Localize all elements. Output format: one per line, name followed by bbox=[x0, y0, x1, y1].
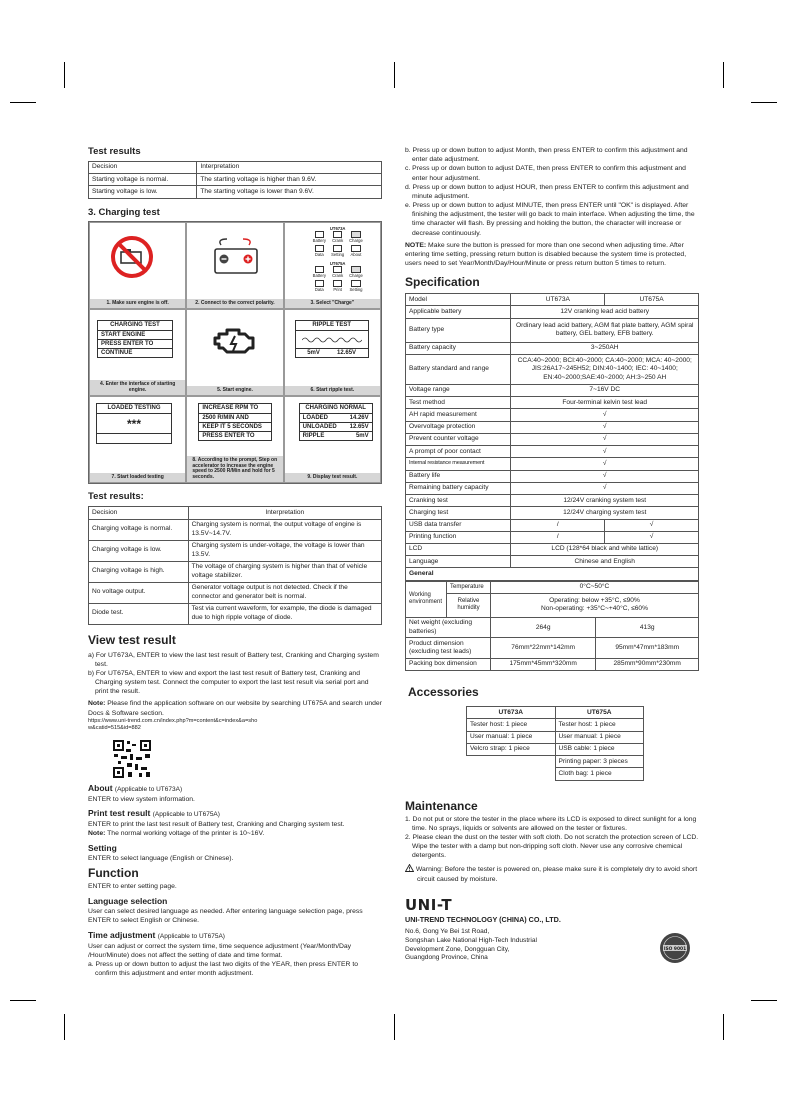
spec-value: √ bbox=[511, 433, 699, 445]
step-caption: 4. Enter the interface of starting engine. bbox=[90, 380, 185, 395]
maintenance-list bbox=[405, 815, 699, 861]
spec-table bbox=[405, 293, 699, 580]
time-note: NOTE: Make sure the button is pressed for more than one second when adjusting time. After entering time setting, pressing return button is disabled because the system time is protected, users need to set Year/Month/Day/Hour/Minute or press return button 5 times to return. bbox=[405, 241, 687, 268]
step-9 bbox=[284, 396, 381, 483]
ripple-v: 12.65V bbox=[337, 349, 357, 356]
spec-value: 12V cranking lead acid battery bbox=[511, 306, 699, 318]
ripple-mv: 5mV bbox=[307, 349, 320, 356]
spec-value: 12/24V charging system test bbox=[511, 507, 699, 519]
spec-label: Battery capacity bbox=[406, 342, 511, 354]
spec-value: 175mm*45mm*320mm bbox=[490, 658, 595, 670]
spec-label: Overvoltage protection bbox=[406, 421, 511, 433]
spec-label: Applicable battery bbox=[406, 306, 511, 318]
company-name: UNI-TREND TECHNOLOGY (CHINA) CO., LTD. bbox=[405, 915, 561, 925]
certification-seal-icon bbox=[659, 932, 691, 964]
crop-mark bbox=[394, 1014, 395, 1040]
table-cell: USB cable: 1 piece bbox=[555, 743, 644, 755]
spec-label: Working environment bbox=[406, 581, 447, 617]
spec-label: Language bbox=[406, 556, 511, 568]
wave-icon bbox=[302, 331, 362, 349]
function-title: Function bbox=[88, 866, 139, 881]
spec-label: Net weight (excluding batteries) bbox=[406, 617, 491, 637]
menu-item: Battery bbox=[311, 266, 328, 278]
table-cell: The starting voltage is lower than 9.6V. bbox=[197, 186, 382, 198]
spec-label: A prompt of poor contact bbox=[406, 446, 511, 458]
company-address: No.6, Gong Ye Bei 1st Road, Songshan Lake National High-Tech Industrial Development Zone, Dongguan City, Guangdong Province, China bbox=[405, 928, 537, 962]
table-cell: Charging system is normal, the output voltage of engine is 13.5V~14.7V. bbox=[188, 519, 381, 540]
menu-item: Crank bbox=[329, 266, 346, 278]
time-text: User can adjust or correct the system time, time sequence adjustment (Year/Month/Day /Hour/Minute) does not affect the setting of date and time format. bbox=[88, 942, 352, 959]
table-cell: The starting voltage is higher than 9.6V. bbox=[197, 174, 382, 186]
spec-value: UT673A bbox=[511, 294, 605, 306]
lcd-line: PRESS ENTER TO bbox=[202, 432, 255, 439]
lcd-line: PRESS ENTER TO bbox=[98, 340, 172, 349]
ripple-wave bbox=[296, 331, 368, 349]
spec-value: √ bbox=[511, 446, 699, 458]
menu-item: Data bbox=[311, 245, 328, 257]
about-text: ENTER to view system information. bbox=[88, 795, 195, 803]
spec-value: Four-terminal kelvin test lead bbox=[511, 397, 699, 409]
table-cell: Tester host: 1 piece bbox=[467, 719, 556, 731]
company-block bbox=[405, 896, 699, 966]
spec-label: Charging test bbox=[406, 507, 511, 519]
lcd-line: LOADED 14.26V bbox=[300, 414, 372, 423]
spec-value: √ bbox=[605, 519, 699, 531]
spec-label: Model bbox=[406, 294, 511, 306]
menu-screen-b bbox=[311, 266, 365, 292]
battery-polarity-icon bbox=[211, 237, 261, 277]
menu-item: Print bbox=[329, 280, 346, 292]
spec-value: 3~250AH bbox=[511, 342, 699, 354]
menu-item: About bbox=[347, 245, 364, 257]
table-cell: Tester host: 1 piece bbox=[555, 719, 644, 731]
step-caption: 8. According to the prompt, Step on accelerator to increase the engine speed to 2500 R/Min and hold for 5 seconds. bbox=[187, 456, 282, 482]
spec-value: CCA:40~2000; BCI:40~2000; CA:40~2000; MCA: 40~2000; JIS:26A17~245H52; DIN:40~1400; IEC: 40~1400; EN:40~2000;SAE:40~2000; AH:3~250 AH bbox=[511, 354, 699, 384]
crop-mark bbox=[723, 62, 724, 88]
spec-label: AH rapid measurement bbox=[406, 409, 511, 421]
lcd-line: KEEP IT 5 SECONDS bbox=[199, 423, 271, 432]
charging-test-title: 3. Charging test bbox=[88, 206, 160, 218]
crop-mark bbox=[394, 62, 395, 88]
spec-value: √ bbox=[511, 409, 699, 421]
spec-label: Temperature bbox=[447, 581, 491, 593]
step-caption: 6. Start ripple test. bbox=[285, 386, 380, 396]
lcd-line: RIPPLE TEST bbox=[296, 321, 368, 330]
table-cell: Cloth bag: 1 piece bbox=[555, 768, 644, 780]
spec-label: Cranking test bbox=[406, 495, 511, 507]
view-item: b) For UT675A, ENTER to view and export the last test result of Battery test, Cranking and Charging system test. Connect the computer to export the last test result via serial port and print the result. bbox=[88, 669, 369, 696]
engine-off-icon bbox=[110, 235, 154, 279]
charging-results-table bbox=[88, 506, 382, 624]
print-title: Print test result (Applicable to UT675A) bbox=[88, 808, 220, 819]
table-cell: No voltage output. bbox=[89, 582, 189, 603]
charging-steps-grid bbox=[88, 221, 382, 484]
table-cell: Test via current waveform, for example, the diode is damaged due to high ripple voltage of diode. bbox=[188, 603, 381, 624]
setting-text: ENTER to select language (English or Chinese). bbox=[88, 855, 234, 863]
language-title: Language selection bbox=[88, 895, 168, 906]
lcd-screen bbox=[299, 403, 373, 440]
right-column bbox=[405, 146, 699, 966]
table-header: UT675A bbox=[555, 707, 644, 719]
spec-section: General bbox=[406, 568, 699, 580]
step-caption: 9. Display test result. bbox=[285, 473, 380, 483]
lcd-screen bbox=[96, 403, 172, 443]
crop-mark bbox=[64, 62, 65, 88]
spec-value: / bbox=[511, 519, 605, 531]
menu-item: Setting bbox=[329, 245, 346, 257]
step-5 bbox=[186, 309, 283, 396]
table-header: UT673A bbox=[467, 707, 556, 719]
lcd-screen bbox=[97, 320, 173, 357]
model-label: UT675A bbox=[329, 261, 346, 267]
menu-item: Charge bbox=[347, 266, 364, 278]
list-item: 2. Please clean the dust on the tester with soft cloth. Do not scratch the protection screen of LCD. Wipe the tester with a damp but non-dripping soft cloth. Never use any corrosive chemical detergents. bbox=[405, 833, 699, 860]
lcd-line: UNLOADED 12.65V bbox=[300, 423, 372, 432]
list-item: d. Press up or down button to adjust HOUR, then press ENTER to confirm this adjustment and minute adjustment. bbox=[405, 183, 689, 200]
spec-label: Test method bbox=[406, 397, 511, 409]
lcd-line: START ENGINE bbox=[98, 331, 172, 340]
software-url: https://www.uni-trend.com.cn/index.php?m=content&c=index&a=show&catid=515&id=882 bbox=[88, 717, 258, 732]
step-8 bbox=[186, 396, 283, 483]
spec-label: Battery type bbox=[406, 318, 511, 342]
step-7 bbox=[89, 396, 186, 483]
function-text: ENTER to enter setting page. bbox=[88, 883, 177, 891]
table-header: Interpretation bbox=[197, 161, 382, 173]
table-cell: Charging voltage is high. bbox=[89, 561, 189, 582]
general-table bbox=[405, 581, 699, 671]
table-cell: Charging voltage is normal. bbox=[89, 519, 189, 540]
spec-label: Internal resistance measurement bbox=[406, 458, 511, 470]
spec-value: Operating: below +35°C, ≤90% Non-operating: +35°C~+40°C, ≤60% bbox=[490, 593, 698, 617]
spec-value: √ bbox=[511, 421, 699, 433]
spec-value: 413g bbox=[596, 617, 699, 637]
list-item: 1. Do not put or store the tester in the place where its LCD is exposed to direct sunlight for a long time. No sprays, liquids or solvents are allowed on the tester or fixtures. bbox=[405, 815, 697, 832]
lcd-line: CHARGING TEST bbox=[98, 321, 172, 330]
lcd-line: RIPPLE 5mV bbox=[302, 432, 369, 439]
table-cell: Charging system is under-voltage, the voltage is lower than 13.5V. bbox=[188, 540, 381, 561]
menu-item: Crank bbox=[329, 231, 346, 243]
crop-mark bbox=[10, 1000, 36, 1001]
warning-text: Warning: Before the tester is powered on, please make sure it is completely dry to avoid short circuit caused by moisture. bbox=[405, 864, 699, 883]
list-item: c. Press up or down button to adjust DATE, then press ENTER to confirm this adjustment and enter hour adjustment. bbox=[405, 165, 686, 182]
spec-value: √ bbox=[511, 482, 699, 494]
warning-icon bbox=[405, 864, 414, 872]
engine-icon bbox=[211, 324, 257, 358]
spec-value: 7~16V DC bbox=[511, 384, 699, 396]
lcd-screen bbox=[295, 320, 369, 357]
step-caption: 1. Make sure engine is off. bbox=[90, 299, 185, 309]
menu-item: Charge bbox=[347, 231, 364, 243]
svg-text:ISO 9001: ISO 9001 bbox=[663, 946, 687, 952]
step-4 bbox=[89, 309, 186, 396]
spec-value: 12/24V cranking system test bbox=[511, 495, 699, 507]
spec-label: Relative humidity bbox=[447, 593, 491, 617]
charging-results-title: Test results: bbox=[88, 491, 144, 503]
table-cell: The voltage of charging system is higher than that of vehicle voltage stabilizer. bbox=[188, 561, 381, 582]
spec-value: 95mm*47mm*183mm bbox=[596, 638, 699, 658]
step-6 bbox=[284, 309, 381, 396]
qr-code-icon[interactable] bbox=[112, 739, 152, 779]
view-test-title: View test result bbox=[88, 632, 176, 647]
step-caption: 2. Connect to the correct polarity. bbox=[187, 299, 282, 309]
print-text: ENTER to print the last test result of Battery test, Cranking and Charging system test. bbox=[88, 821, 345, 829]
lcd-line: LOADED TESTING bbox=[97, 404, 171, 413]
spec-label: Printing function bbox=[406, 531, 511, 543]
lcd-line: CHARGING NORMAL bbox=[300, 404, 372, 413]
table-cell: Starting voltage is low. bbox=[89, 186, 197, 198]
spec-value: √ bbox=[511, 458, 699, 470]
list-item: b. Press up or down button to adjust Month, then press ENTER to confirm this adjustment and enter date adjustment. bbox=[405, 147, 688, 164]
view-item: a) For UT673A, ENTER to view the last test result of Battery test, Cranking and Charging system test. bbox=[88, 651, 379, 668]
spec-value: Ordinary lead acid battery, AGM flat plate battery, AGM spiral battery, GEL battery, EFB battery. bbox=[511, 318, 699, 342]
table-cell: Printing paper: 3 pieces bbox=[555, 756, 644, 768]
menu-item: Battery bbox=[311, 231, 328, 243]
spec-value: 285mm*90mm*230mm bbox=[596, 658, 699, 670]
menu-item: Setting bbox=[347, 280, 364, 292]
table-cell bbox=[467, 756, 556, 768]
crop-mark bbox=[10, 102, 36, 103]
spec-title: Specification bbox=[405, 275, 480, 290]
spec-value: Chinese and English bbox=[511, 556, 699, 568]
table-cell: Starting voltage is normal. bbox=[89, 174, 197, 186]
accessories-table bbox=[466, 706, 644, 780]
about-title: About (Applicable to UT673A) bbox=[88, 782, 183, 793]
crop-mark bbox=[751, 1000, 777, 1001]
table-cell: Generator voltage output is not detected. Check if the connector and generator belt is normal. bbox=[188, 582, 381, 603]
spec-label: Product dimension (excluding test leads) bbox=[406, 638, 491, 658]
time-steps-list bbox=[405, 146, 699, 238]
lcd-line: CONTINUE bbox=[101, 349, 133, 356]
list-item: e. Press up or down button to adjust MINUTE, then press ENTER until "OK" is displayed. After finishing the adjustment, the tester will go back to main interface. When adjusting the time, the time character will flash. By pressing and holding the button, the character will increase or decrease continuously. bbox=[405, 202, 695, 237]
step-1 bbox=[89, 222, 186, 309]
crop-mark bbox=[751, 102, 777, 103]
spec-value: 76mm*22mm*142mm bbox=[490, 638, 595, 658]
setting-title: Setting bbox=[88, 842, 117, 853]
menu-screen-a bbox=[311, 231, 365, 257]
spec-value: 0°C~50°C bbox=[490, 581, 698, 593]
starting-results-table bbox=[88, 161, 382, 199]
spec-label: Remaining battery capacity bbox=[406, 482, 511, 494]
time-title: Time adjustment (Applicable to UT675A) bbox=[88, 929, 225, 940]
spec-value: UT675A bbox=[605, 294, 699, 306]
spec-label: USB data transfer bbox=[406, 519, 511, 531]
lcd-line bbox=[97, 434, 171, 443]
crop-mark bbox=[64, 1014, 65, 1040]
time-step-a: a. Press up or down button to adjust the last two digits of the YEAR, then press ENTER to confirm this adjustment and enter month adjustment. bbox=[88, 961, 359, 978]
table-cell: Diode test. bbox=[89, 603, 189, 624]
spec-label: Voltage range bbox=[406, 384, 511, 396]
spec-value: LCD (128*64 black and white lattice) bbox=[511, 543, 699, 555]
lcd-line: *** bbox=[97, 414, 171, 434]
table-cell: User manual: 1 piece bbox=[555, 731, 644, 743]
table-cell: User manual: 1 piece bbox=[467, 731, 556, 743]
spec-value: √ bbox=[605, 531, 699, 543]
spec-label: LCD bbox=[406, 543, 511, 555]
step-2 bbox=[186, 222, 283, 309]
crop-mark bbox=[723, 1014, 724, 1040]
lcd-line: INCREASE RPM TO bbox=[199, 404, 271, 413]
spec-label: Prevent counter voltage bbox=[406, 433, 511, 445]
table-header: Interpretation bbox=[188, 507, 381, 519]
spec-value: √ bbox=[511, 470, 699, 482]
spec-value: / bbox=[511, 531, 605, 543]
test-results-title: Test results bbox=[88, 146, 141, 157]
model-label: UT673A bbox=[329, 226, 346, 232]
table-cell bbox=[467, 768, 556, 780]
company-logo: UNI-T bbox=[405, 895, 453, 914]
step-3 bbox=[284, 222, 381, 309]
table-cell: Velcro strap: 1 piece bbox=[467, 743, 556, 755]
lcd-line bbox=[296, 349, 368, 357]
language-text: User can select desired language as needed. After entering language selection page, press ENTER to select English or Chinese. bbox=[88, 908, 363, 925]
print-note: Note: The normal working voltage of the printer is 10~16V. bbox=[88, 830, 265, 838]
view-note: Note: Please find the application software on our website by searching UT675A and search under Docs & Software section. bbox=[88, 700, 382, 717]
table-header: Decision bbox=[89, 507, 189, 519]
left-column bbox=[88, 146, 382, 978]
lcd-line: 2500 R/MIN AND bbox=[199, 414, 271, 423]
lcd-screen bbox=[198, 403, 272, 440]
table-cell: Charging voltage is low. bbox=[89, 540, 189, 561]
step-caption: 7. Start loaded testing bbox=[90, 473, 185, 483]
spec-label: Packing box dimension bbox=[406, 658, 491, 670]
table-header: Decision bbox=[89, 161, 197, 173]
menu-item: Data bbox=[311, 280, 328, 292]
accessories-title: Accessories bbox=[408, 685, 479, 700]
spec-label: Battery life bbox=[406, 470, 511, 482]
spec-value: 264g bbox=[490, 617, 595, 637]
spec-label: Battery standard and range bbox=[406, 354, 511, 384]
step-caption: 5. Start engine. bbox=[187, 386, 282, 396]
maintenance-title: Maintenance bbox=[405, 798, 478, 813]
step-caption: 3. Select "Charge" bbox=[285, 299, 380, 309]
